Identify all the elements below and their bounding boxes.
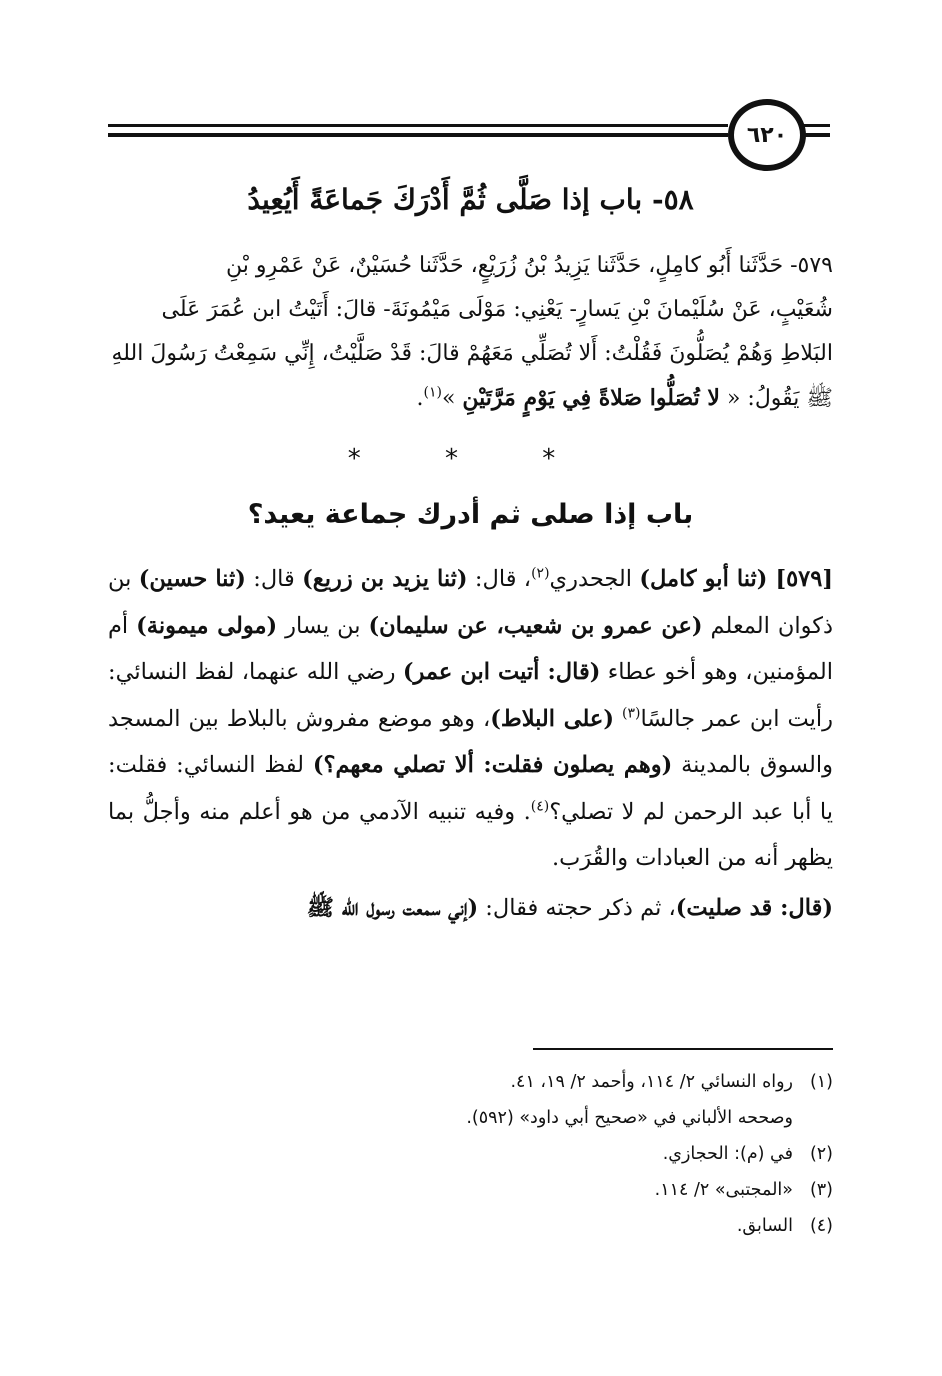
footnote-number: (٤) [809,1216,833,1236]
commentary-text-run: بن يسار [277,612,369,639]
commentary-text-run: ، قال: [467,566,532,592]
footnote-number: (٢) [809,1144,833,1164]
hadith-line: البَلاطِ وَهُمْ يُصَلُّونَ فَقُلْتُ: أَلا تُصَلِّي مَعَهُمْ قالَ: قَدْ صَلَّيْتُ، إِنِّي سَمِعْتُ رَسُولَ اللهِ [111,341,833,366]
footnote-ref: (٤) [530,798,550,814]
header-rule-thick [108,133,728,137]
commentary-text-run: الجحدري [549,566,640,592]
commentary-text-run: قال: [245,566,303,592]
commentary-text-run: رضي الله عنهما، لفظ النسائي: رأيت ابن عمر جالسًا [108,659,833,732]
footnote-text: وصححه الألباني في «صحيح أبي داود» (٥٩٢). [466,1108,793,1128]
commentary-text [108,556,833,931]
footnote-separator [533,1048,833,1050]
hadith-intro: ﷺ يَقُولُ: « [726,386,833,411]
hadith-line: شُعَيْبٍ، عَنْ سُلَيْمانَ بْنِ يَسارٍ- يَعْنِي: مَوْلَى مَيْمُونَةَ- قالَ: أَتَيْتُ ابن عُمَرَ عَلَى [161,297,833,322]
page-number: ٦٢٠ [728,99,806,171]
commentary-text-run: بن ذكوان المعلم [108,566,834,639]
quoted-text: (عن عمرو بن شعيب، عن سليمان) [368,612,703,639]
footnote-item [300,1172,833,1208]
footnote-text: السابق. [736,1216,793,1236]
footnote-text: في (م): الحجازي. [662,1144,793,1164]
commentary-text-run: لفظ النسائي: فقلت: يا أبا عبد الرحمن لم لا تصلي؟ [108,752,833,825]
footnotes [300,1064,833,1244]
footnote-number: (٣) [809,1180,833,1200]
quoted-text: (إني سمعت رسول الله ﷺ [306,894,479,921]
hadith-line-last [108,376,833,421]
chapter-heading: ٥٨- باب إذا صَلَّى ثُمَّ أَدْرَكَ جَماعَةً أَيُعِيدُ [247,183,694,216]
footnote-item [300,1208,833,1244]
quoted-text: (قال: أتيت ابن عمر) [402,659,601,685]
footnote-ref: (١) [423,384,442,401]
quoted-text: (ثنا حسين) [138,566,246,592]
quoted-text: (مولى ميمونة) [136,612,278,639]
commentary-text-run: ، ثم ذكر حجته فقال: [478,894,676,921]
section-separator: * * * [347,444,594,474]
commentary-paragraph [108,556,833,882]
header-rule [108,124,728,127]
footnote-text: «المجتبى» ٢/ ١١٤. [654,1180,793,1200]
section-heading: باب إذا صلى ثم أدرك جماعة يعيد؟ [247,499,694,530]
footnote-text: رواه النسائي ٢/ ١١٤، وأحمد ٢/ ١٩، ٤١. [510,1072,793,1092]
hadith-line: ٥٧٩- حَدَّثَنا أَبُو كامِلٍ، حَدَّثَنا يَزِيدُ بْنُ زُرَيْعٍ، حَدَّثَنا حُسَيْنٌ، عَنْ عَمْرِو بْنِ [225,253,833,278]
hadith-prophetic-text: لا تُصَلُّوا صَلاةً فِي يَوْمٍ مَرَّتَيْنِ [462,385,720,411]
footnote-item [300,1064,833,1100]
quoted-text: (وهم يصلون فقلت: ألا تصلي معهم؟) [312,752,673,778]
commentary-text-run: . وفيه تنبيه الآدمي من هو أعلم منه وأجلُّ بما يظهر أنه من العبادات والقُرَب. [108,798,833,871]
commentary-paragraph [108,885,833,932]
footnote-item [300,1100,833,1136]
footnote-item [300,1136,833,1172]
hadith-end: . [416,386,424,411]
footnote-ref: (٢) [531,565,550,582]
quoted-text: [٥٧٩] (ثنا أبو كامل) [639,566,834,592]
commentary-text-run [614,706,622,732]
quoted-text: (على البلاط) [490,705,614,732]
commentary-text-run: أم المؤمنين، وهو أخو عطاء [108,612,833,685]
footnote-number: (١) [809,1072,833,1092]
hadith-quote-close: » [441,386,456,411]
quoted-text: (قال: قد صليت) [675,894,833,921]
commentary-text-run: ، وهو موضع مفروش بالبلاط بين المسجد والسوق بالمدينة [108,705,833,778]
hadith-text [108,244,833,421]
quoted-text: (ثنا يزيد بن زريع) [302,566,468,592]
footnote-ref: (٣) [622,705,641,721]
